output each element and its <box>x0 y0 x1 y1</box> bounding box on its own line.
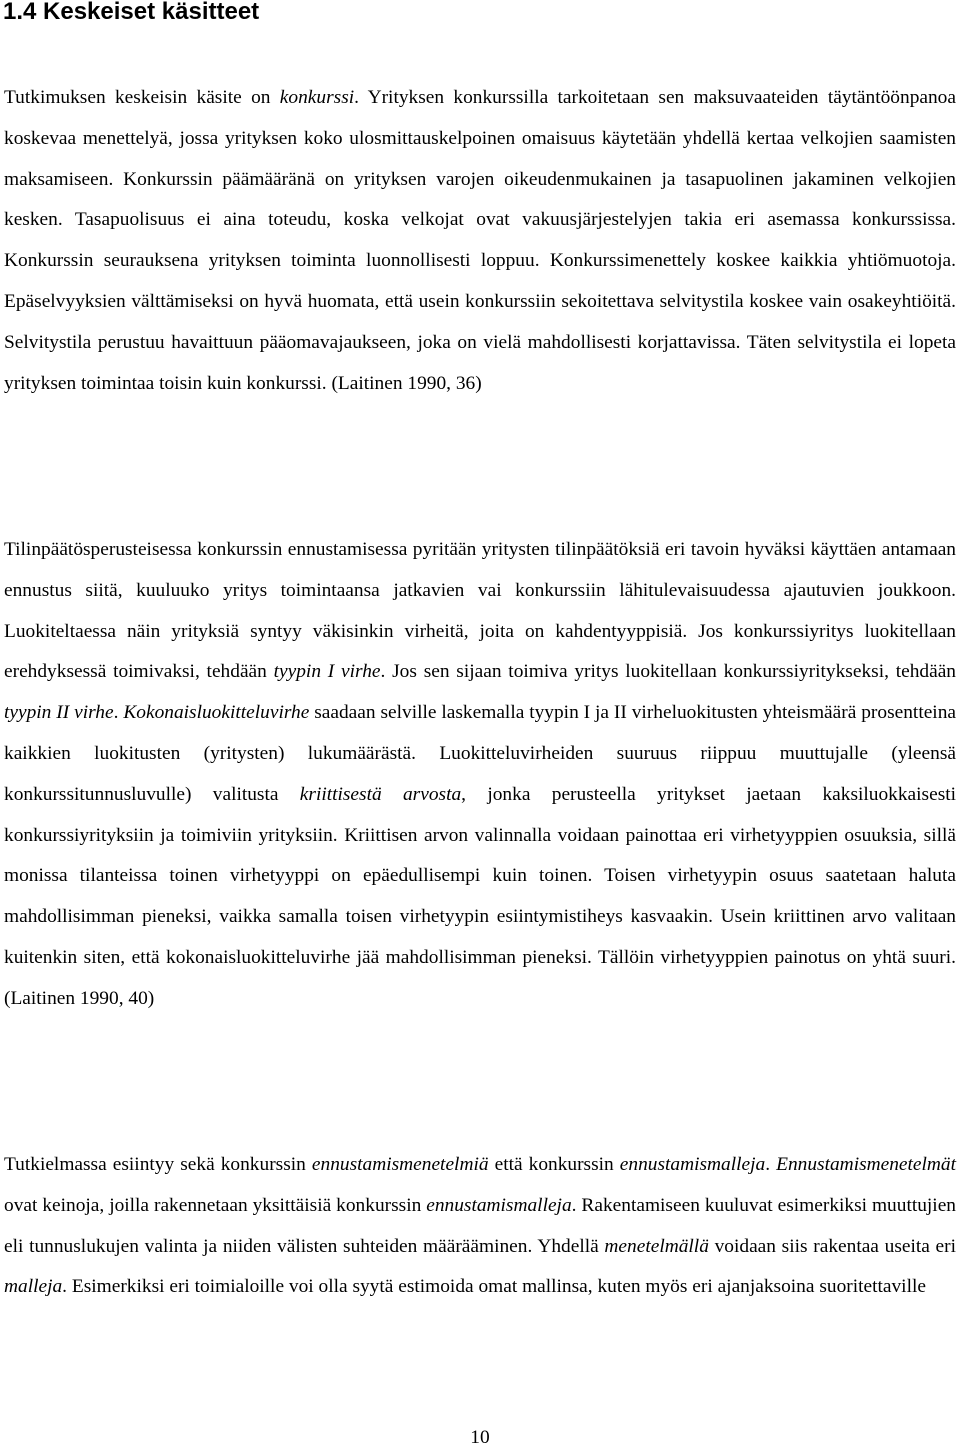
text-run-italic: ennustamismenetelmiä <box>311 1154 489 1175</box>
text-run: Tutkimuksen keskeisin käsite on <box>4 87 280 108</box>
text-run-italic: malleja <box>4 1276 63 1298</box>
text-run: saadaan selville laskemalla tyypin I ja II virheluokitusten yhteismäärä prosentteina kaikkien luokitusten (yritysten) lukumäärästä. Luokitteluvirheiden suuruus riippuu muuttujalle (yleensä konkurssitunnusluvulle) valitusta <box>4 702 956 805</box>
text-run-italic: konkurssi <box>279 87 355 108</box>
section-heading: 1.4 Keskeiset käsitteet <box>3 0 260 25</box>
text-run-italic: Kokonaisluokitteluvirhe <box>123 702 310 724</box>
paragraph-konkurssi-definition <box>4 78 956 404</box>
text-run-italic: tyypin I virhe <box>273 661 381 683</box>
text-run: , jonka perusteella yritykset jaetaan kaksiluokkaisesti konkurssiyrityksiin ja toimiviin yrityksiin. Kriittisen arvon valinnalla voidaan painottaa eri virhetyyppien osuuksia, sillä monissa tilanteissa toinen virhetyyppi on epäedullisempi kuin toinen. Toisen virhetyypin osuus saatetaan haluta mahdollisimman pieneksi, vaikka samalla toisen virhetyypin esiintymistiheys kasvaakin. Usein kriittinen arvo valitaan kuitenkin siten, että kokonaisluokitteluvirhe jää mahdollisimman pieneksi. Tällöin virhetyyppien painotus on yhtä suuri. (Laitinen 1990, 40) <box>4 783 957 1009</box>
text-run: . <box>113 702 124 724</box>
text-run: voidaan siis rakentaa useita eri <box>708 1235 957 1257</box>
text-run-italic: tyypin II virhe <box>4 702 114 724</box>
text-run-italic: ennustamismalleja <box>426 1194 572 1216</box>
text-run-italic: Ennustamismenetelmät <box>776 1154 956 1175</box>
paragraph-classification-errors <box>4 530 956 1020</box>
text-run: . <box>765 1154 777 1175</box>
text-run-italic: kriittisestä arvosta <box>299 783 462 805</box>
text-run: ovat keinoja, joilla rakennetaan yksittäisiä konkurssin <box>4 1194 427 1216</box>
paragraph-methods-and-models <box>4 1145 956 1308</box>
text-run: Tutkielmassa esiintyy sekä konkurssin <box>4 1154 312 1175</box>
text-run-italic: ennustamismalleja <box>619 1154 766 1175</box>
text-run: että konkurssin <box>488 1154 620 1175</box>
text-run: . Esimerkiksi eri toimialoille voi olla syytä estimoida omat mallinsa, kuten myös eri ajanjaksoina suoritettaville <box>62 1276 926 1298</box>
text-run-italic: menetelmällä <box>604 1235 709 1257</box>
text-run: . Jos sen sijaan toimiva yritys luokitellaan konkurssiyritykseksi, tehdään <box>380 661 956 683</box>
text-run: . Rakentamiseen kuuluvat esimerkiksi muuttujien eli tunnuslukujen valinta ja niiden välisten suhteiden määrääminen. Yhdellä <box>4 1194 956 1257</box>
page-number: 10 <box>470 1427 490 1448</box>
text-run: . Yrityksen konkurssilla tarkoitetaan sen maksuvaateiden täytäntöönpanoa koskevaa menettelyä, jossa yrityksen koko ulosmittauskelpoinen omaisuus käytetään yhdellä kertaa velkojien saamisten maksamiseen. Konkurssin päämääränä on yrityksen varojen oikeudenmukainen ja tasapuolinen jakaminen velkojien kesken. Tasapuolisuus ei aina toteudu, koska velkojat ovat vakuusjärjestelyjen takia eri asemassa konkurssissa. Konkurssin seurauksena yrityksen toiminta luonnollisesti loppuu. Konkurssimenettely koskee kaikkia yhtiömuotoja. Epäselvyyksien välttämiseksi on hyvä huomata, että usein konkurssiin sekoitettava selvitystila koskee vain osakeyhtiöitä. Selvitystila perustuu havaittuun pääomavajaukseen, joka on vielä mahdollisesti korjattavissa. Täten selvitystila ei lopeta yrityksen toimintaa toisin kuin konkurssi. (Laitinen 1990, 36) <box>4 87 956 394</box>
text-run: Tilinpäätösperusteisessa konkurssin ennustamisessa pyritään yritysten tilinpäätöksiä eri tavoin hyväksi käyttäen antamaan ennustus siitä, kuuluuko yritys toimintaansa jatkavien vai konkurssiin lähitulevaisuudessa ajautuvien joukkoon. Luokiteltaessa näin yrityksiä syntyy väkisinkin virheitä, joita on kahdentyyppisiä. Jos konkurssiyritys luokitellaan erehdyksessä toimivaksi, tehdään <box>4 539 956 683</box>
